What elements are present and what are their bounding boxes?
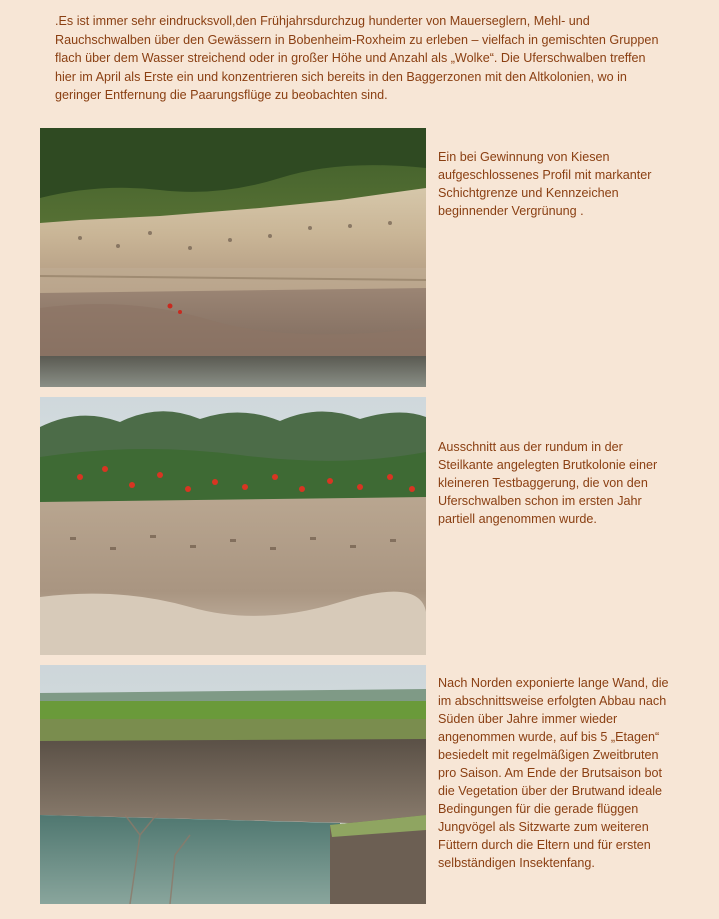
intro-text: .Es ist immer sehr eindrucksvoll,den Frühjahrsdurchzug hunderter von Mauerseglern, Mehl- und Rauchschwalben über den Gewässern in Bobenheim-Roxheim zu erleben – vielfach in gemischten Gruppen flach über dem Wasser streichend oder in großer Höhe und Anzahl als „Wolke“. Die Uferschwalben treffen hier im April als Erste ein und konzentrieren sich bereits in den Baggerzonen mit den Altkolonien, wo in geringer Entfernung die Paarungsflüge zu beobachten sind.	[55, 14, 659, 103]
caption-1: Ein bei Gewinnung von Kiesen aufgeschlossenes Profil mit markanter Schichtgrenze und Kennzeichen beginnender Vergrünung .	[438, 150, 652, 218]
sand-cliff-photo	[40, 128, 426, 387]
caption-3: Nach Norden exponierte lange Wand, die im abschnittsweise erfolgten Abbau nach Süden über Jahre immer wieder angenommen wurde, auf bis 5 „Etagen“ besiedelt mit regelmäßigen Zweitbruten pro Saison. Am Ende der Brutsaison bot die Vegetation über der Brutwand ideale Bedingungen für die gerade flüggen Jungvögel als Sitzwarte zum weiteren Füttern durch die Eltern und für ersten selbständigen Insektenfang.	[438, 676, 669, 870]
nesting-colony-photo	[40, 397, 426, 655]
caption-2: Ausschnitt aus der rundum in der Steilkante angelegten Brutkolonie einer kleineren Testbaggerung, die von den Uferschwalben schon im ersten Jahr partiell angenommen wurde.	[438, 440, 658, 526]
north-wall-photo	[40, 665, 426, 904]
